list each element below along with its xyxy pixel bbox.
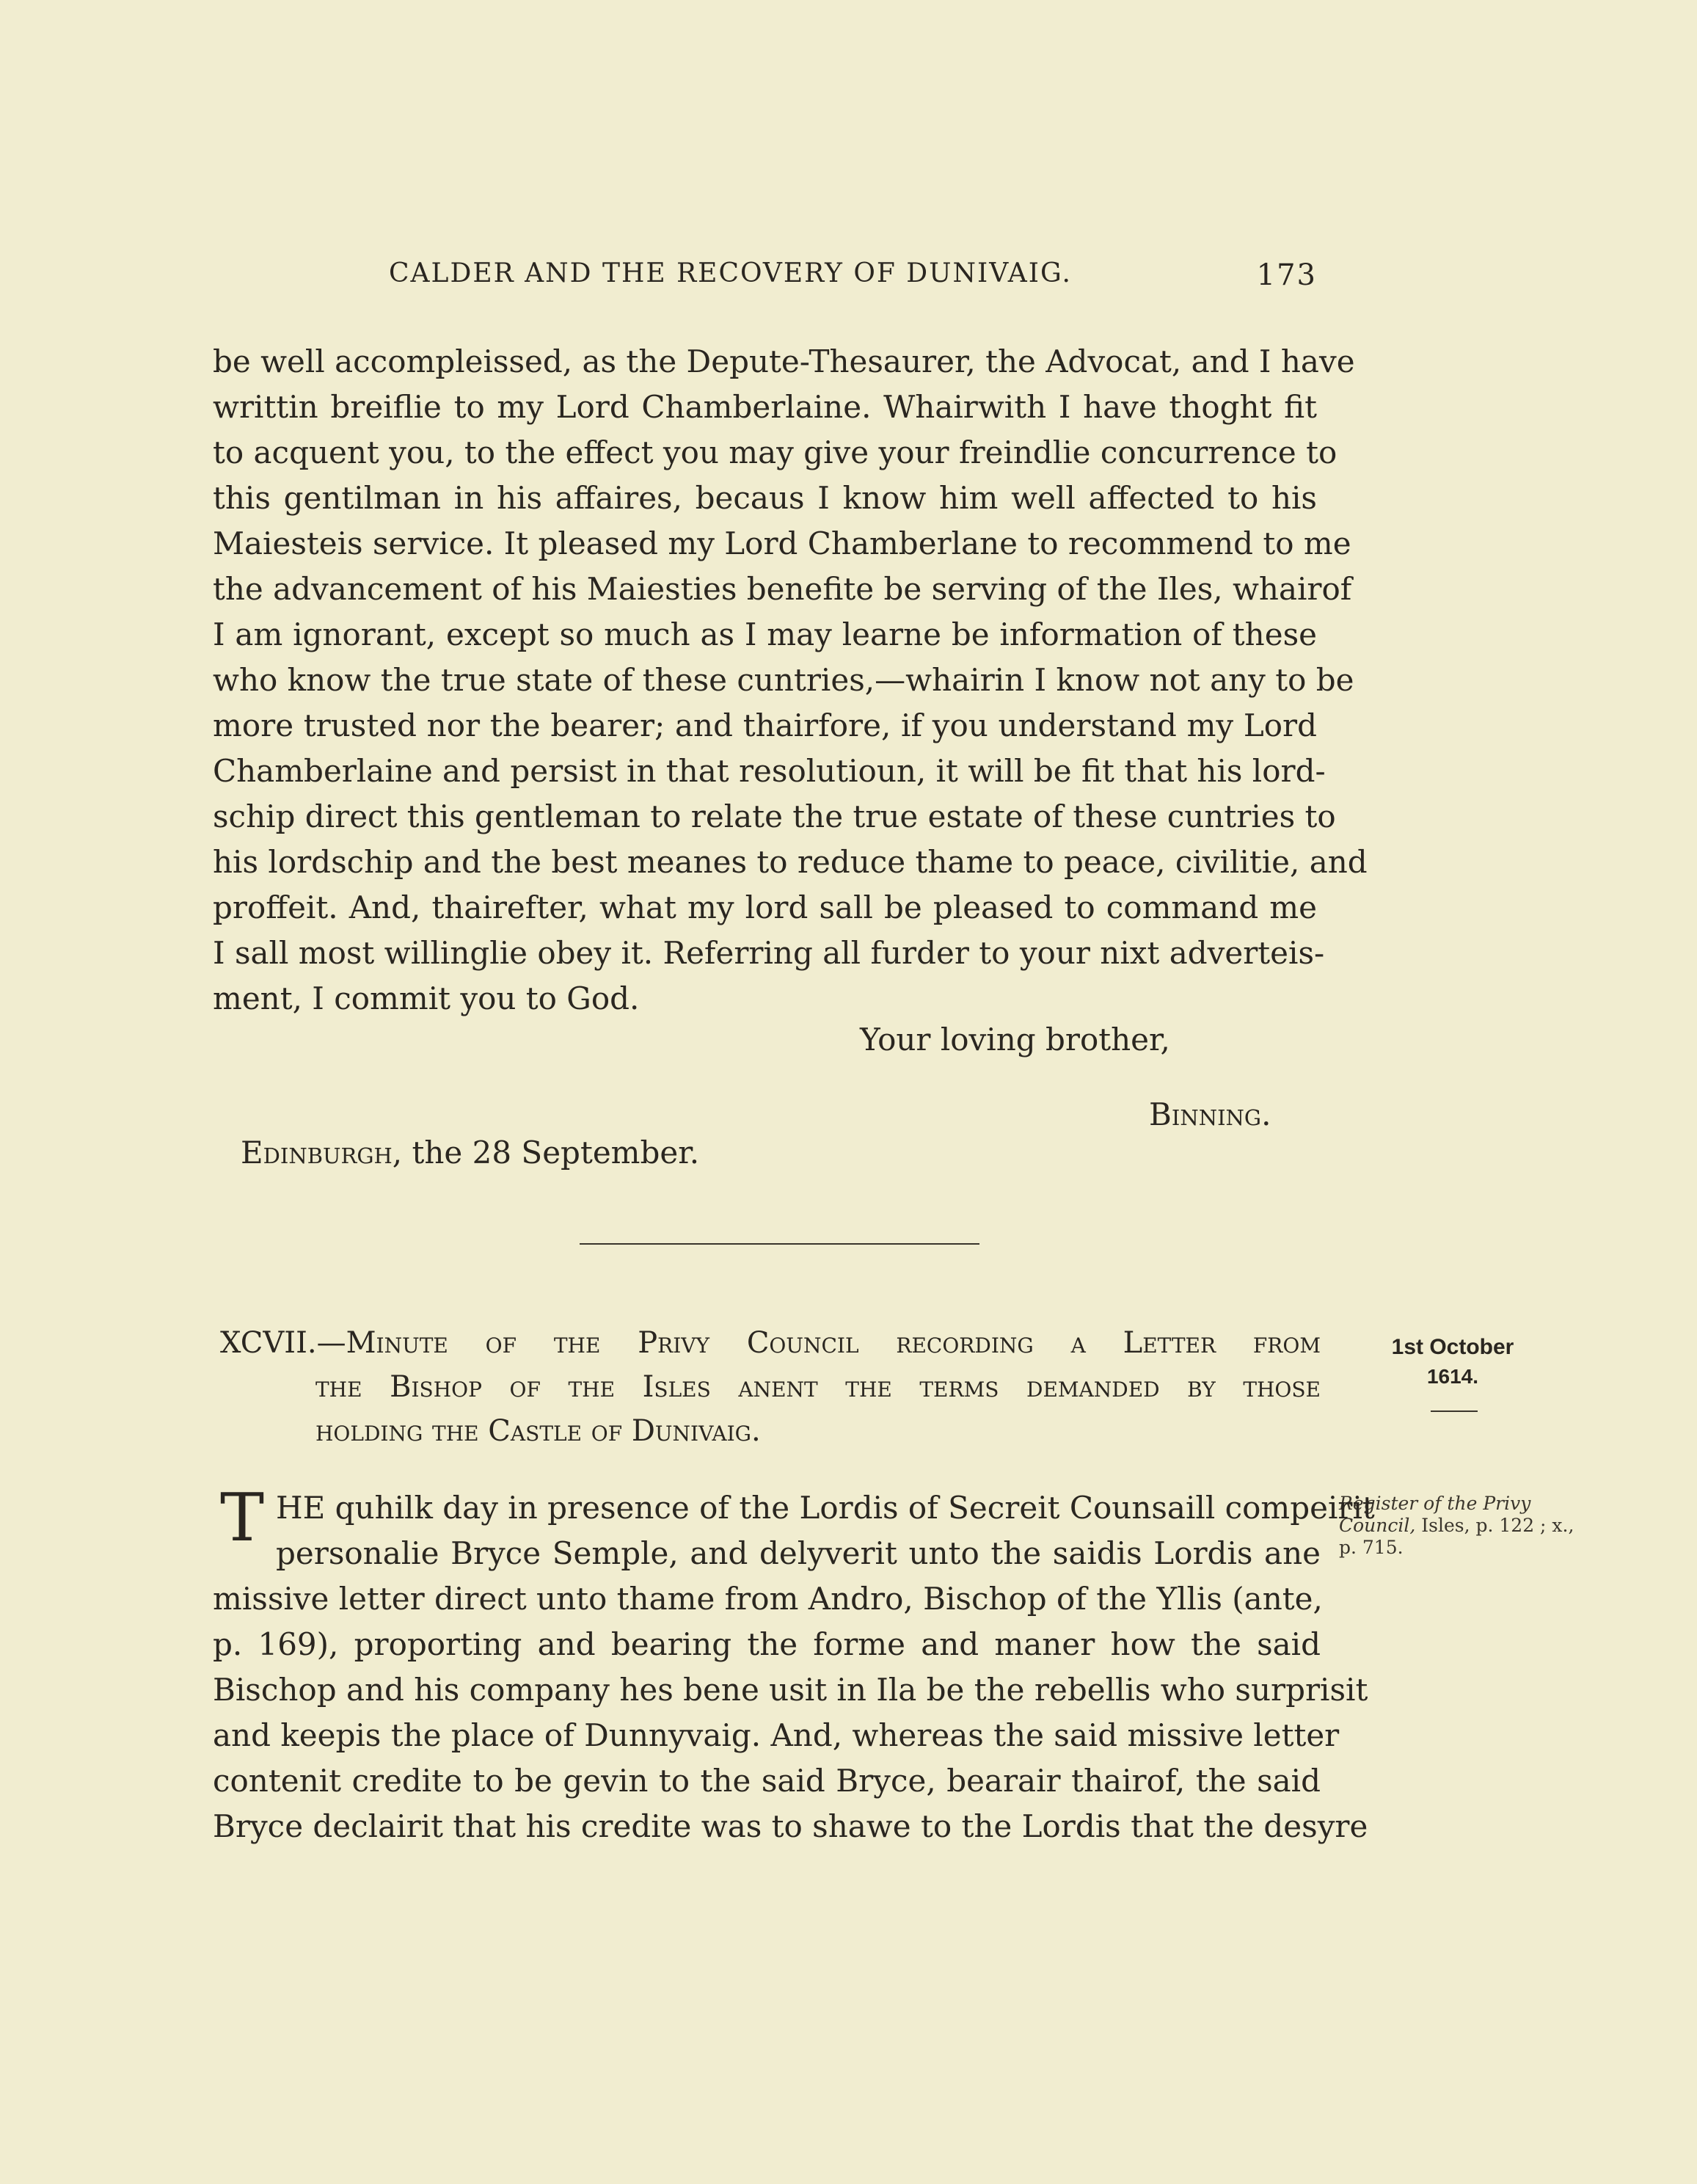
margin-date — [1383, 1333, 1522, 1391]
source-pages: Isles, p. 122 ; x., p. 715. — [1339, 1515, 1574, 1558]
body-line: personalie Bryce Semple, and delyverit unto the saidis Lordis ane — [276, 1535, 1321, 1571]
letter-line: schip direct this gentleman to relate the true estate of these cuntries to — [213, 798, 1336, 834]
place-date — [241, 1135, 699, 1171]
letter-line: be well accompleissed, as the Depute-Thesaurer, the Advocat, and I have — [213, 343, 1355, 379]
letter-line: his lordschip and the best meanes to reduce thame to peace, civilitie, and — [213, 844, 1368, 880]
source-title: Register of the Privy Council, — [1339, 1493, 1531, 1536]
salutation: Your loving brother, — [860, 1022, 1170, 1058]
heading-line: the Bishop of the Isles anent the terms demanded by those — [315, 1370, 1321, 1404]
body-line: and keepis the place of Dunnyvaig. And, whereas the said missive letter — [213, 1717, 1340, 1753]
date-day: 1st October — [1391, 1335, 1514, 1359]
date-year: 1614. — [1426, 1365, 1479, 1388]
signature: Binning. — [1149, 1096, 1271, 1132]
letter-line: proffeit. And, thairefter, what my lord sall be pleased to command me — [213, 889, 1317, 925]
body-line: p. 169), proporting and bearing the forme and maner how the said — [213, 1626, 1321, 1662]
letter-line: this gentilman in his affaires, becaus I know him well affected to his — [213, 480, 1317, 516]
drop-cap: T — [220, 1479, 265, 1557]
letter-line: who know the true state of these cuntries,—whairin I know not any to be — [213, 662, 1354, 698]
date-rule — [1431, 1410, 1478, 1412]
heading-line: holding the Castle of Dunivaig. — [315, 1414, 761, 1448]
body-line: HE quhilk day in presence of the Lordis of Secreit Counsaill compeirit — [276, 1490, 1375, 1526]
margin-reference — [1339, 1493, 1581, 1559]
body-line: Bryce declairit that his credite was to shawe to the Lordis that the desyre — [213, 1808, 1368, 1844]
page-number: 173 — [1256, 258, 1317, 292]
body-line: Bischop and his company hes bene usit in Ila be the rebellis who surprisit — [213, 1672, 1368, 1708]
place: Edinburgh, — [241, 1135, 403, 1171]
letter-line: I sall most willinglie obey it. Referring all furder to your nixt adverteis- — [213, 935, 1325, 971]
letter-line: I am ignorant, except so much as I may learne be information of these — [213, 616, 1317, 652]
heading-line: XCVII.—Minute of the Privy Council recording a Letter from — [220, 1326, 1321, 1360]
date-line: the 28 September. — [412, 1135, 700, 1171]
letter-line: Chamberlaine and persist in that resolutioun, it will be fit that his lord- — [213, 753, 1326, 789]
running-header — [382, 258, 1317, 302]
section-divider — [580, 1243, 979, 1245]
letter-line: writtin breiflie to my Lord Chamberlaine. Whairwith I have thoght fit — [213, 389, 1317, 425]
body-line: missive letter direct unto thame from Andro, Bischop of the Yllis (ante, — [213, 1581, 1323, 1617]
body-line: contenit credite to be gevin to the said Bryce, bearair thairof, the said — [213, 1763, 1321, 1799]
letter-line: the advancement of his Maiesties benefite be serving of the Iles, whairof — [213, 571, 1352, 607]
letter-line: more trusted nor the bearer; and thairfore, if you understand my Lord — [213, 707, 1317, 743]
letter-line: ment, I commit you to God. — [213, 980, 640, 1016]
letter-line: to acquent you, to the effect you may give your freindlie concurrence to — [213, 434, 1337, 470]
letter-line: Maiesteis service. It pleased my Lord Chamberlane to recommend to me — [213, 525, 1351, 561]
running-title: CALDER AND THE RECOVERY OF DUNIVAIG. — [389, 258, 1072, 288]
